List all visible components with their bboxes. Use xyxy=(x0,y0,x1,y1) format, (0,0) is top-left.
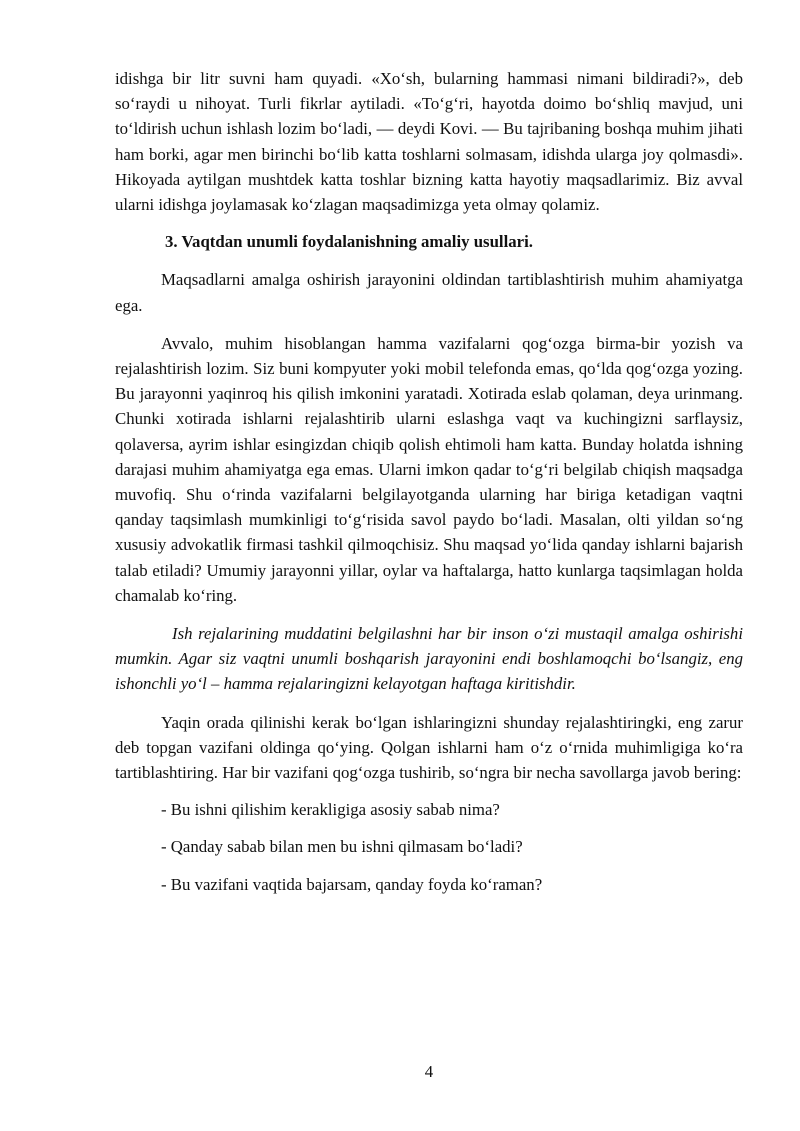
page-number: 4 xyxy=(424,1062,434,1081)
paragraph-planning: Avvalo, muhim hisoblangan hamma vazifalarni qog‘ozga birma-bir yozish va rejalashtirish lozim. Siz buni kompyuter yoki mobil telefonda emas, qo‘lda qog‘ozga yozing. Bu jarayonni yaqinroq his qilish imkonini yaratadi. Xotirada eslab qolaman, deya urinmang. Chunki xotirada ishlarni rejalashtirib ularni eslashga vaqt va kuchingizni sarflaysiz, qolaversa, ayrim ishlar esingizdan chiqib qolish ehtimoli ham katta. Bunday holatda ishning darajasi muhim ahamiyatga ega emas. Ularni imkon qadar to‘g‘ri belgilab chiqish maqsadga muvofiq. Shu o‘rinda vazifalarni belgilayotganda ularning har biriga ketadigan vaqtni qanday taqsimlash mumkinligi to‘g‘risida savol paydo bo‘ladi. Masalan, olti yildan so‘ng xususiy advokatlik firmasi tashkil qilmoqchisiz. Shu maqsad yo‘lida qanday ishlarni bajarish talab etiladi? Umumiy jarayonni yillar, oylar va haftalarga, hatto kunlarga taqsimlagan holda chamalab ko‘ring. xyxy=(115,333,743,605)
paragraph-goals: Maqsadlarni amalga oshirish jarayonini oldindan tartiblashtirish muhim ahamiyatga ega. xyxy=(115,270,743,315)
question-list xyxy=(115,797,743,897)
italic-paragraph: Ish rejalarining muddatini belgilashni har bir inson o‘zi mustaqil amalga oshirishi mumkin. Agar siz vaqtni unumli boshqarish jarayonini endi boshlamoqchi bo‘lsangiz, eng ishonchli yo‘l – hamma rejalaringizni kelayotgan haftaga kiritishdir. xyxy=(115,624,743,694)
paragraph-priorities: Yaqin orada qilinishi kerak bo‘lgan ishlaringizni shunday rejalashtiringki, eng zarur deb topgan vazifani oldinga qo‘ying. Qolgan ishlarni ham o‘z o‘rnida muhimligiga ko‘ra tartiblashtiring. Har bir vazifani qog‘ozga tushirib, so‘ngra bir necha savollarga javob bering: xyxy=(115,712,743,783)
question-item: - Bu ishni qilishim kerakligiga asosiy sabab nima? xyxy=(161,800,500,820)
question-item: - Qanday sabab bilan men bu ishni qilmasam bo‘ladi? xyxy=(161,837,523,857)
question-item: - Bu vazifani vaqtida bajarsam, qanday foyda ko‘raman? xyxy=(161,874,543,894)
intro-paragraph: idishga bir litr suvni ham quyadi. «Xo‘sh, bularning hammasi nimani bildiradi?», deb so‘raydi u nihoyat. Turli fikrlar aytiladi. «To‘g‘ri, hayotda doimo bo‘shliq mavjud, uni to‘ldirish uchun ishlash lozim bo‘ladi, — deydi Kovi. — Bu tajribaning boshqa muhim jihati ham borki, agar men birinchi bo‘lib katta toshlarni solmasam, idishda ularga joy qolmasdi». Hikoyada aytilgan mushtdek katta toshlar bizning katta hayotiy maqsadlarimiz. Biz avval ularni idishga joylamasak ko‘zlagan maqsadimizga yeta olmay qolamiz. xyxy=(115,69,743,215)
document-page xyxy=(115,66,743,897)
section-heading: 3. Vaqtdan unumli foydalanishning amaliy usullari. xyxy=(165,232,533,252)
